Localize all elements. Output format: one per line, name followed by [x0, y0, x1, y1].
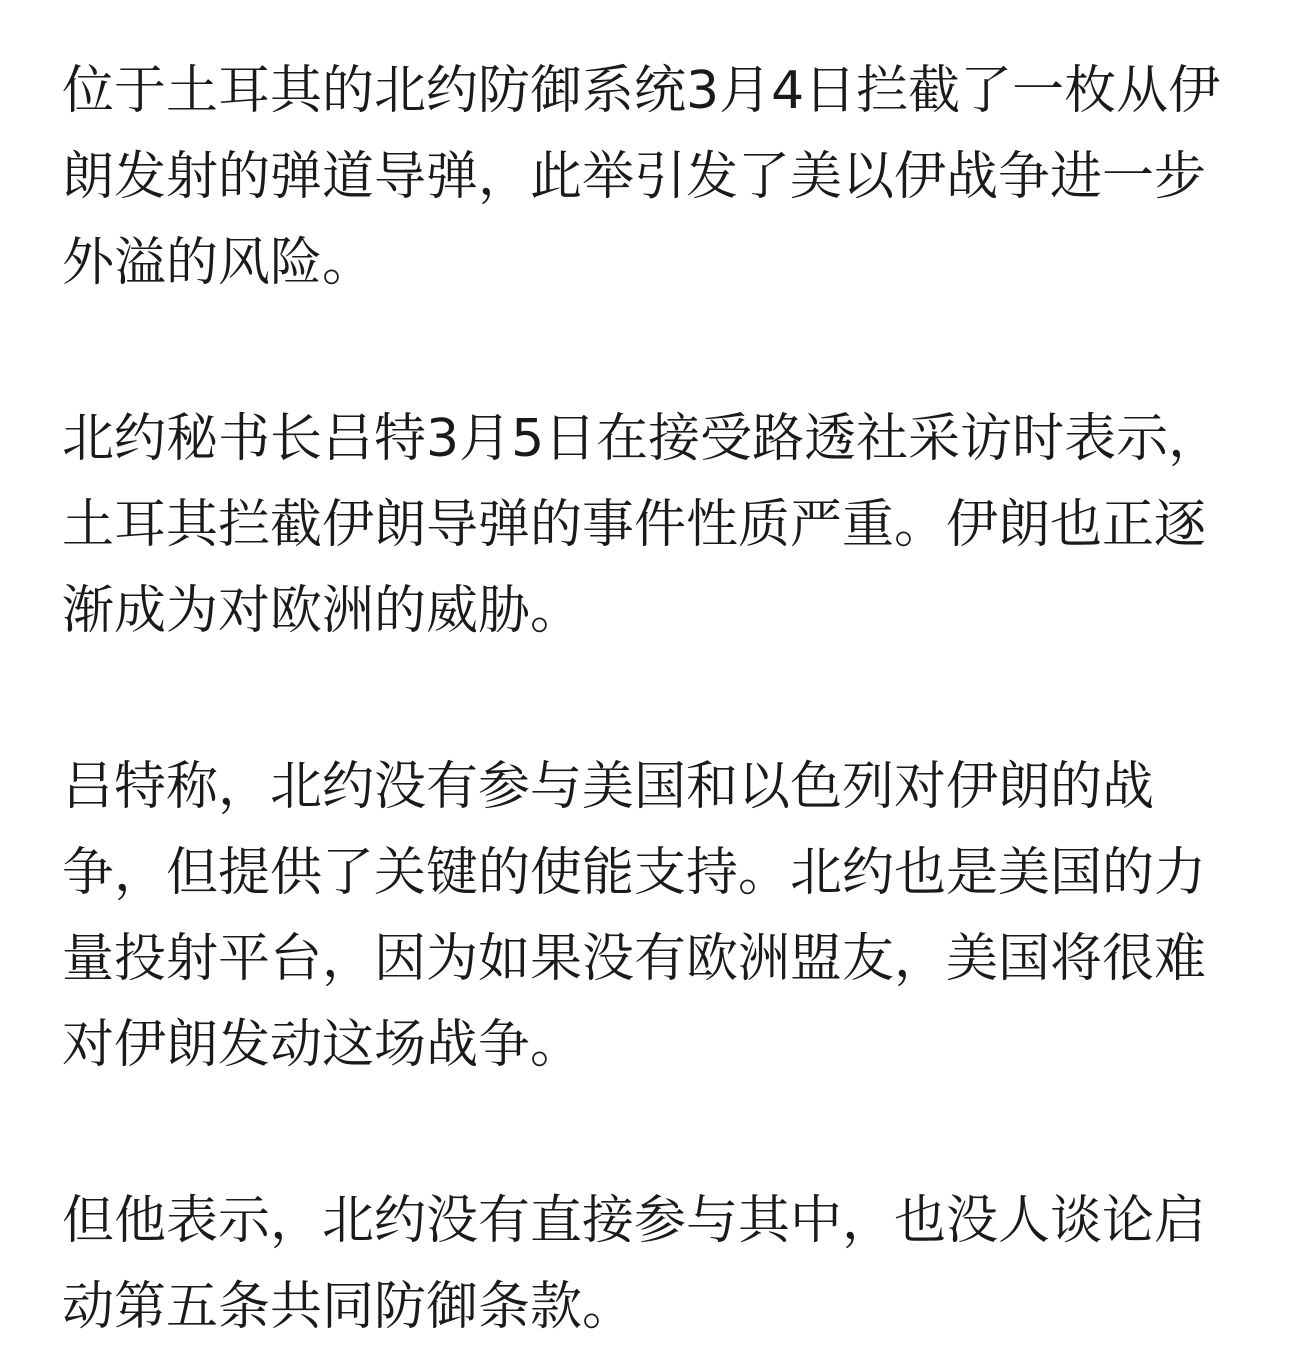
paragraph-2: 北约秘书长吕特3月5日在接受路透社采访时表示，土耳其拦截伊朗导弹的事件性质严重。伊朗也正逐渐成为对欧洲的威胁。: [62, 409, 1221, 641]
paragraph-3: 吕特称，北约没有参与美国和以色列对伊朗的战争，但提供了关键的使能支持。北约也是美国的力量投射平台，因为如果没有欧洲盟友，美国将很难对伊朗发动这场战争。: [62, 757, 1207, 1075]
paragraph-1: 位于土耳其的北约防御系统3月4日拦截了一枚从伊朗发射的弹道导弹，此举引发了美以伊战争进一步外溢的风险。: [62, 61, 1221, 293]
paragraph-4: 但他表示，北约没有直接参与其中，也没人谈论启动第五条共同防御条款。: [62, 1191, 1207, 1337]
